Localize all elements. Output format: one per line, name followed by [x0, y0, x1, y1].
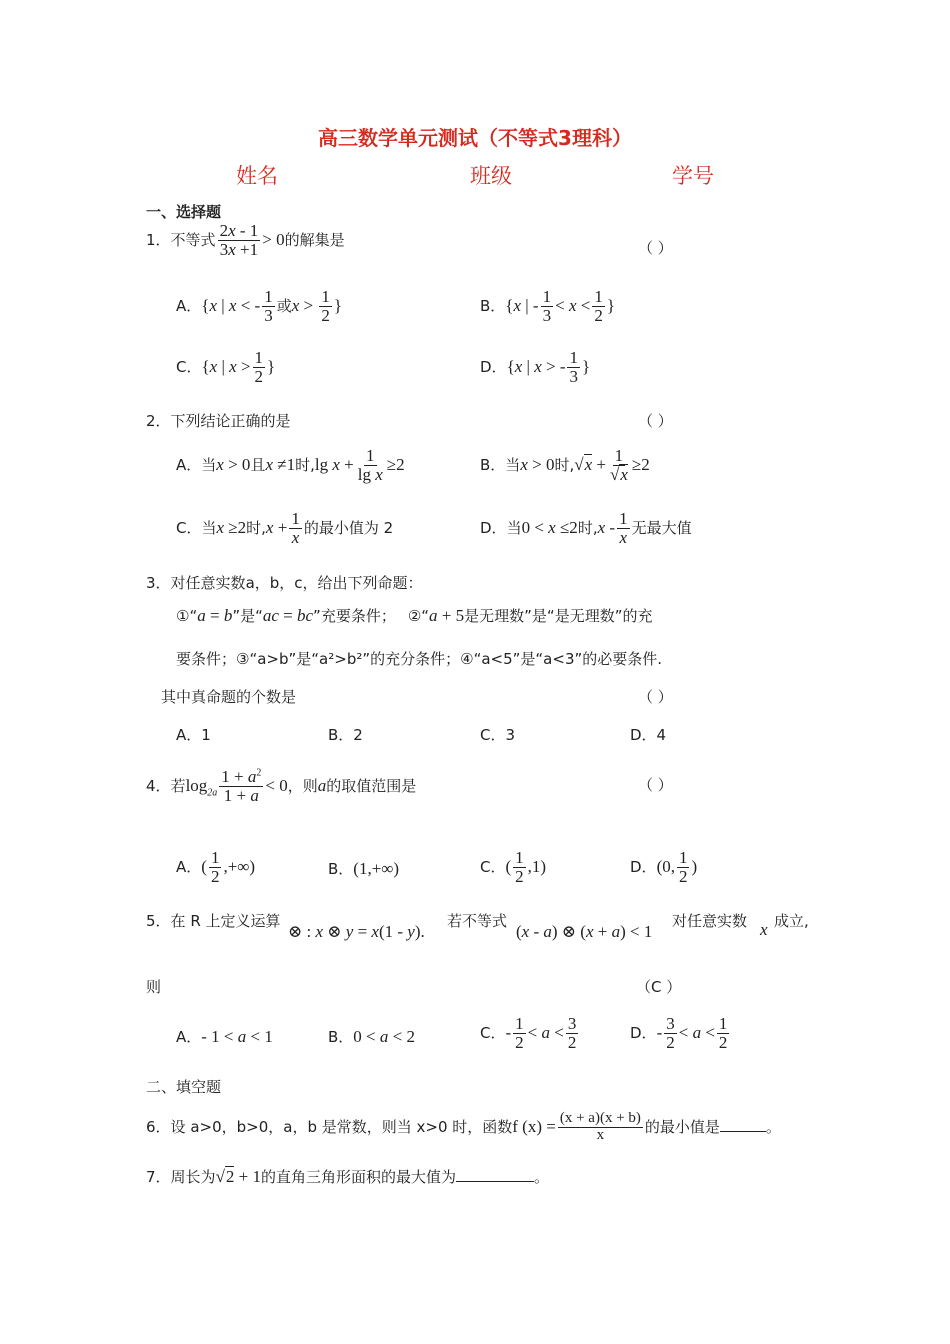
question-text: 的解集是	[284, 230, 345, 249]
question-text: 的取值范围是	[326, 776, 417, 795]
answer-bracket: （C ）	[636, 978, 682, 996]
question-text: 。	[765, 1117, 781, 1136]
option-b: B．{x | - $\frac{1}{3}$ < x < $\frac{1}{2}$ }	[480, 287, 615, 325]
question-3	[146, 572, 423, 593]
name-field-label: 姓名	[236, 164, 278, 188]
answer-bracket: （ ）	[638, 412, 673, 430]
answer-blank[interactable]	[456, 1181, 534, 1182]
option-a: A．{x | x < - $\frac{1}{3}$ 或x > $\frac{1}{2}$ }	[176, 287, 343, 325]
class-field-label: 班级	[470, 164, 512, 188]
question-number: 2．	[146, 412, 171, 430]
question-5	[146, 910, 281, 931]
question-text: 对任意实数	[672, 912, 748, 930]
answer-bracket: （ ）	[638, 688, 673, 706]
answer-bracket: （ ）	[638, 239, 673, 257]
question-number: 1．	[146, 230, 171, 249]
question-text: 周长为	[170, 1168, 216, 1186]
question-number: 3．	[146, 574, 171, 592]
variable-x: x	[760, 920, 768, 939]
option-text: 无最大值	[631, 518, 692, 537]
option-label: D．	[480, 357, 507, 376]
question-2	[146, 410, 291, 431]
line-text: ”是“	[232, 607, 263, 625]
question-text: 则	[146, 978, 162, 996]
option-d: D．- $\frac{3}{2}$ < a < $\frac{1}{2}$	[630, 1014, 728, 1052]
question-3-line-2: 要条件；③“a>b”是“a²>b²”的充分条件；④“a<5”是“a<3”的必要条件.	[176, 650, 663, 668]
line-text: ①“	[176, 607, 198, 625]
question-7: 7．周长为√2 + 1的直角三角形面积的最大值为 。	[146, 1167, 550, 1186]
question-text: a，b，c，给出下列命题：	[245, 574, 423, 592]
page-title: 高三数学单元测试（不等式3理科）	[318, 126, 632, 150]
option-b: B．(1,+∞)	[328, 859, 400, 878]
option-d: D．4	[630, 726, 667, 744]
question-text: 不等式	[170, 230, 216, 249]
line-text: 是无理数”的充	[554, 607, 653, 625]
option-d: D．{x | x > - $\frac{1}{3}$ }	[480, 348, 591, 386]
question-text: 。	[534, 1168, 550, 1186]
option-label: C．	[176, 357, 202, 376]
line-text: ”充要条件；	[313, 607, 396, 625]
question-4: 4．若$\log_{2a}$ $\frac{1 + a^2}{1 + a}$ < 0，则a的取值范围是	[146, 767, 417, 805]
question-text: 成立,	[774, 912, 809, 930]
fraction: $\frac{2x - 1}{3x +1}$	[219, 221, 259, 259]
option-a: A．当x > 0且x ≠1时,lg x + $\frac{1}{\text{lg x}}$ ≥2	[176, 446, 405, 484]
question-text: ，则	[287, 776, 318, 795]
option-d: D．(0, $\frac{1}{2}$ )	[630, 848, 698, 886]
option-text: 当	[201, 518, 217, 537]
option-text: 当	[201, 455, 217, 474]
option-text: 时,	[246, 518, 266, 537]
option-c: C．3	[480, 726, 516, 744]
option-a: A．1	[176, 726, 211, 744]
inequality: (x - a) ⊗ (x + a) < 1	[516, 922, 653, 941]
question-text: 下列结论正确的是	[170, 412, 291, 430]
student-number-label: 学号	[672, 164, 714, 188]
question-text: 若	[170, 776, 186, 795]
operation-definition: ⊗ : x ⊗ y = x(1 - y).	[288, 922, 425, 941]
answer-blank[interactable]	[720, 1131, 766, 1132]
option-text: 时,	[295, 455, 315, 474]
question-number: 5．	[146, 912, 171, 930]
option-b: B．2	[328, 726, 363, 744]
question-number: 4．	[146, 776, 171, 795]
option-label: A．	[176, 296, 202, 315]
option-text: 当	[505, 455, 521, 474]
section-fill-heading: 二、填空题	[146, 1078, 222, 1096]
question-text: 的最小值是	[644, 1117, 720, 1136]
option-text: 当	[506, 518, 522, 537]
question-6: 6．设 a>0，b>0，a，b 是常数，则当 x>0 时，函数f (x) = $\frac{(x + a)(x + b)}{x}$ 的最小值是 。	[146, 1110, 781, 1143]
option-c: C．( $\frac{1}{2}$ ,1)	[480, 848, 547, 886]
question-number: 6．	[146, 1117, 171, 1136]
option-text: 时,	[577, 518, 598, 537]
option-label: B．	[480, 296, 506, 315]
option-text: 的最小值为 2	[303, 518, 394, 537]
option-a: A．( $\frac{1}{2}$ ,+∞)	[176, 848, 256, 886]
line-text: ②“	[407, 607, 430, 625]
question-text: 在 R 上定义运算	[170, 912, 281, 930]
option-b: B．0 < a < 2	[328, 1027, 415, 1046]
question-text: 设 a>0，b>0，a，b 是常数，则当 x>0 时，函数	[170, 1117, 513, 1136]
option-b: B．当x > 0时,√x + $\frac{1}{√x}$ ≥2	[480, 446, 650, 484]
question-1: 1．不等式 $\frac{2x - 1}{3x +1}$ > 0的解集是	[146, 221, 345, 259]
option-c: C．- $\frac{1}{2}$ < a < $\frac{3}{2}$	[480, 1014, 577, 1052]
question-3-line-1: ①“a = b”是“ac = bc”充要条件； ②“a + 5是无理数”是“是无理数”的充	[176, 606, 653, 625]
option-text: 且	[250, 455, 266, 474]
question-text: 对任意实数	[170, 574, 246, 592]
question-3-prompt: 其中真命题的个数是	[161, 688, 297, 706]
option-c: C．{x | x > $\frac{1}{2}$ }	[176, 348, 276, 386]
option-d: D．当0 < x ≤2时,x - $\frac{1}{x}$ 无最大值	[480, 509, 692, 547]
question-number: 7．	[146, 1168, 171, 1186]
option-a: A．- 1 < a < 1	[176, 1027, 273, 1046]
question-text: 的直角三角形面积的最大值为	[261, 1168, 457, 1186]
option-c: C．当x ≥2时,x + $\frac{1}{x}$ 的最小值为 2	[176, 509, 394, 547]
line-text: 是无理数”是“	[464, 607, 555, 625]
option-text: 时,	[554, 455, 575, 474]
section-choice-heading: 一、选择题	[146, 203, 222, 221]
answer-bracket: （ ）	[638, 776, 673, 794]
question-text: 若不等式	[447, 912, 508, 930]
